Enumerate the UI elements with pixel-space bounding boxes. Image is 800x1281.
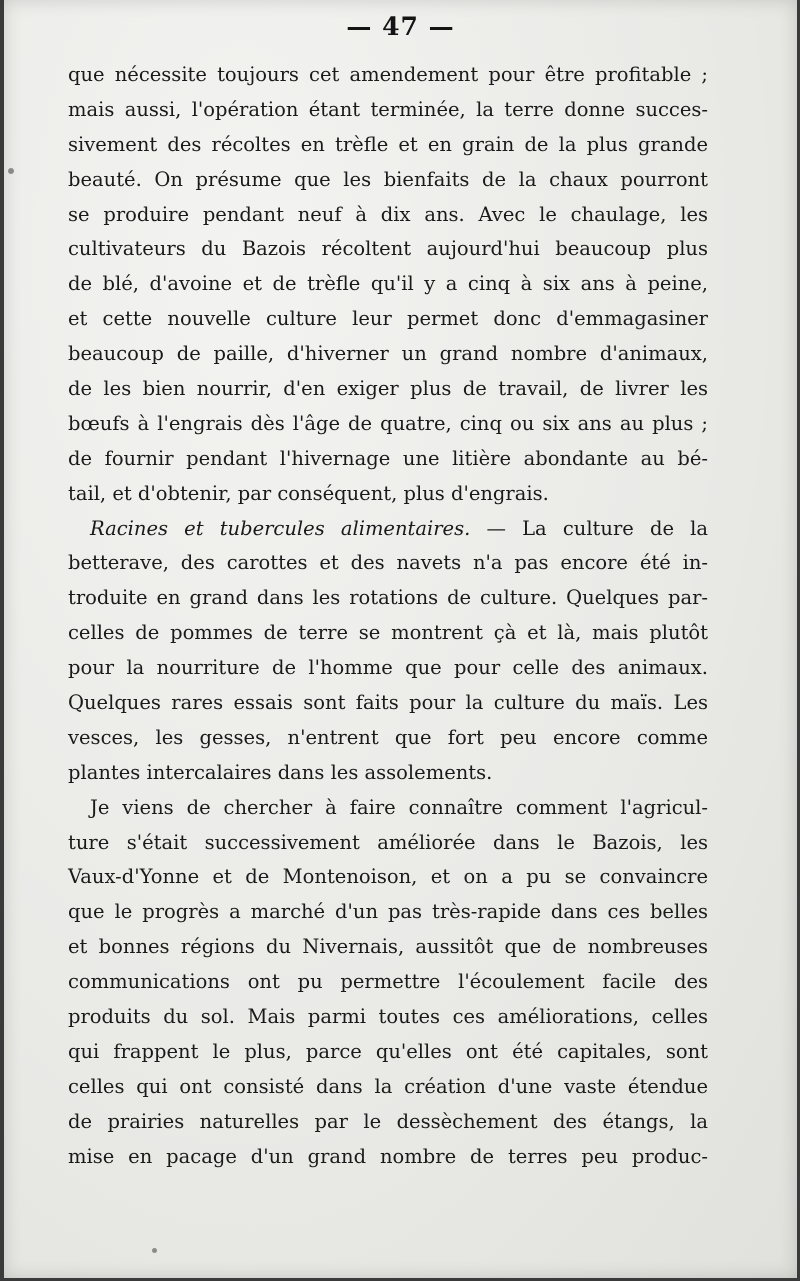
text-line: et cette nouvelle culture leur permet donc d'emmagasiner [68, 307, 708, 331]
text-line: qui frappent le plus, parce qu'elles ont été capitales, sont [68, 1039, 708, 1063]
text-line: celles de pommes de terre se montrent çà et là, mais plutôt [68, 621, 708, 645]
text-line: Quelques rares essais sont faits pour la culture du maïs. Les [68, 691, 708, 715]
heading-line-rest: — La culture de la [470, 516, 708, 540]
text-line: mise en pacage d'un grand nombre de terres peu produc- [68, 1144, 708, 1168]
text-line: cultivateurs du Bazois récoltent aujourd'hui beaucoup plus [68, 237, 708, 261]
text-line: se produire pendant neuf à dix ans. Avec le chaulage, les [68, 202, 708, 226]
text-line: que nécessite toujours cet amendement pour être profitable ; [68, 63, 708, 86]
text-line: produits du sol. Mais parmi toutes ces améliorations, celles [68, 1005, 708, 1029]
text-line: plantes intercalaires dans les assolements. [68, 760, 493, 784]
text-line: celles qui ont consisté dans la création d'une vaste étendue [68, 1074, 708, 1098]
section-heading: Racines et tubercules alimentaires. [90, 516, 471, 540]
paper-speck [152, 1248, 157, 1253]
page-number: — 47 — [346, 12, 455, 41]
text-line: betterave, des carottes et des navets n'a pas encore été in- [68, 551, 708, 575]
text-line: ture s'était successivement améliorée dans le Bazois, les [68, 830, 708, 854]
text-line: et bonnes régions du Nivernais, aussitôt que de nombreuses [68, 935, 708, 959]
text-line: pour la nourriture de l'homme que pour celle des animaux. [68, 656, 708, 680]
text-line: mais aussi, l'opération étant terminée, la terre donne succes- [68, 97, 708, 121]
paragraph-roots-tubers [68, 512, 708, 791]
paragraph-improvements [68, 791, 708, 1175]
text-line: vesces, les gesses, n'entrent que fort peu encore comme [68, 725, 708, 749]
text-line: Je viens de chercher à faire connaître comment l'agricul- [90, 795, 708, 819]
text-line: que le progrès a marché d'un pas très-rapide dans ces belles [68, 900, 708, 924]
text-line: de les bien nourrir, d'en exiger plus de travail, de livrer les [68, 377, 708, 401]
text-line: tail, et d'obtenir, par conséquent, plus d'engrais. [68, 481, 549, 505]
text-line: de fournir pendant l'hivernage une litière abondante au bé- [68, 446, 708, 470]
text-line: de blé, d'avoine et de trèfle qu'il y a cinq à six ans à peine, [68, 272, 708, 296]
text-line: bœufs à l'engrais dès l'âge de quatre, cinq ou six ans au plus ; [68, 411, 708, 435]
text-line [68, 512, 708, 547]
text-line: beauté. On présume que les bienfaits de la chaux pourront [68, 167, 708, 191]
text-line: de prairies naturelles par le dessèchement des étangs, la [68, 1109, 708, 1133]
book-page [4, 0, 797, 1278]
text-line: troduite en grand dans les rotations de culture. Quelques par- [68, 586, 708, 610]
paper-speck [8, 168, 14, 174]
body-text [68, 58, 708, 1175]
text-line: Vaux-d'Yonne et de Montenoison, et on a pu se convaincre [68, 865, 708, 889]
paragraph-lime-amendment [68, 58, 708, 512]
text-line: communications ont pu permettre l'écoulement facile des [68, 970, 708, 994]
text-line: sivement des récoltes en trèfle et en grain de la plus grande [68, 132, 708, 156]
text-line: beaucoup de paille, d'hiverner un grand nombre d'animaux, [68, 342, 708, 366]
